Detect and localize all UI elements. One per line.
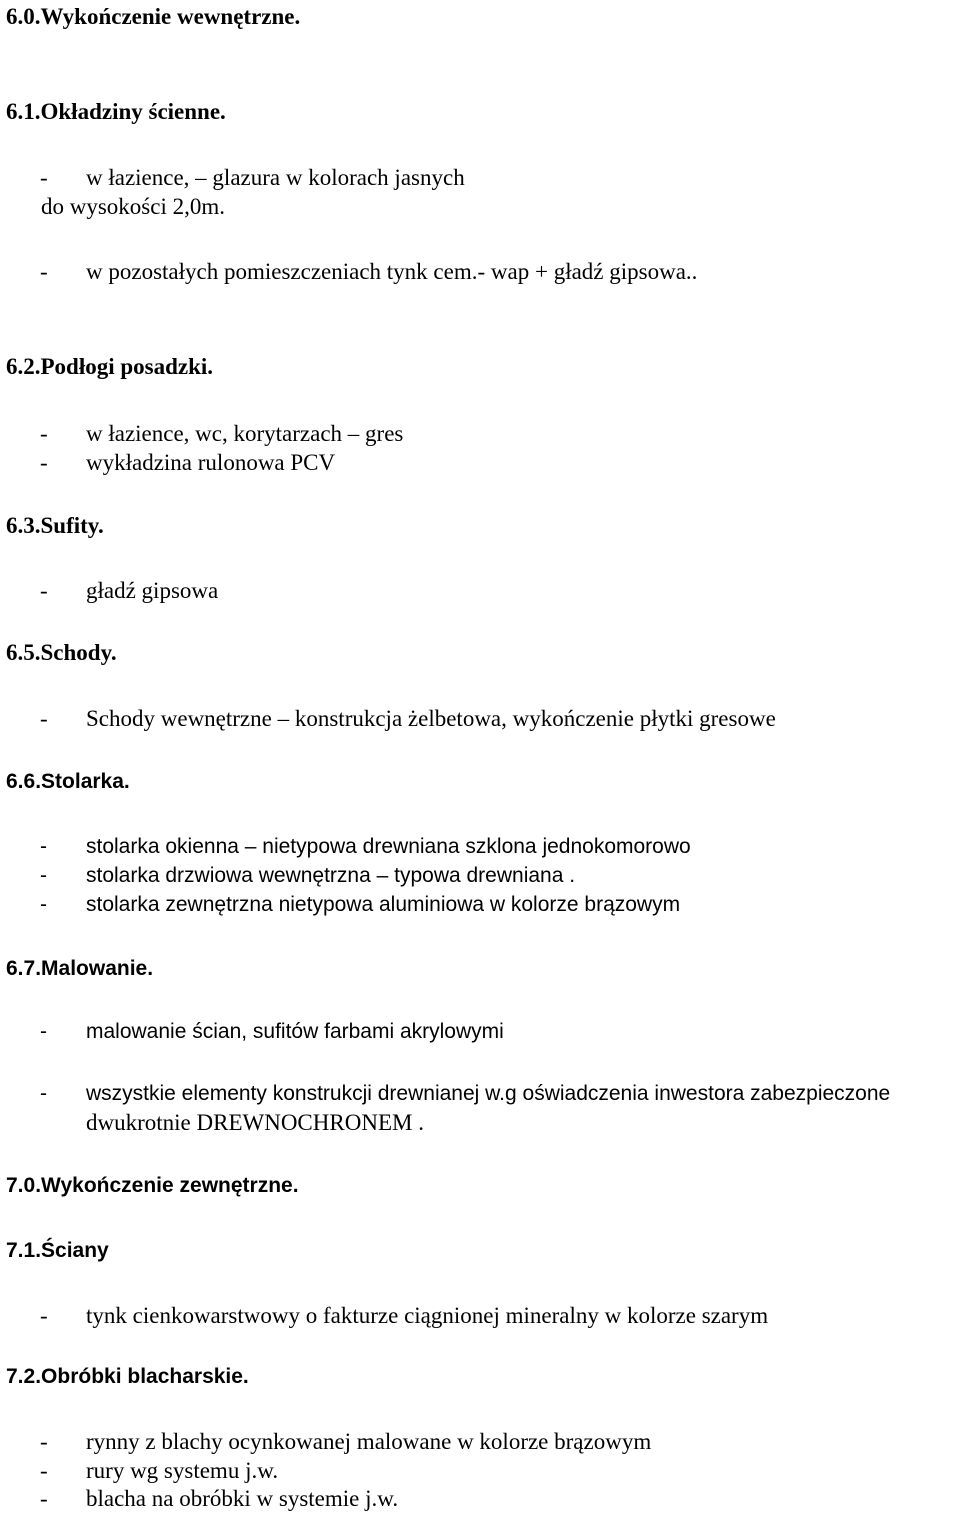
dash: -: [40, 165, 48, 190]
heading-6-3: 6.3.Sufity.: [6, 513, 104, 538]
document-page: 6.0.Wykończenie wewnętrzne. 6.1.Okładziny ścienne. - w łazience, – glazura w kolorach jasnych do wysokości 2,0m. - w pozostałych pomieszczeniach tynk cem.- wap + gładź gipsowa.. 6.2.Podłogi posadzki. - w łazience, wc, korytarzach – gres - wykładzina rulonowa PCV 6.3.Sufity. - gładź gipsowa 6.5.Schody. - Schody wewnętrzne – konstrukcja żelbetowa, wykończenie płytki gresowe 6.6.Stolarka. - stolarka okienna – nietypowa drewniana szklona jednokomorowo - stolarka drzwiowa wewnętrzna – typowa drewniana . - stolarka zewnętrzna nietypowa aluminiowa w kolorze brązowym 6.7.Malowanie. - malowanie ścian, sufitów farbami akrylowymi - wszystkie elementy konstrukcji drewnianej w.g oświadczenia inwestora zabezpieczone dwukrotnie DREWNOCHRONEM . 7.0.Wykończenie zewnętrzne. 7.1.Ściany - tynk cienkowarstwowy o fakturze ciągnionej mineralny w kolorze szarym 7.2.Obróbki blacharskie. - rynny z blachy ocynkowanej malowane w kolorze brązowym - rury wg systemu j.w. - blacha na obróbki w systemie j.w.: [6, 4, 891, 1511]
heading-6-2: 6.2.Podłogi posadzki.: [6, 354, 214, 379]
heading-6-1: 6.1.Okładziny ścienne.: [6, 99, 226, 124]
list-item-continuation: dwukrotnie DREWNOCHRONEM .: [86, 1110, 424, 1135]
list-item-continuation: do wysokości 2,0m.: [41, 194, 225, 219]
heading-6-5: 6.5.Schody.: [6, 640, 117, 665]
heading-6-0: 6.0.Wykończenie wewnętrzne.: [6, 4, 301, 29]
heading-6-7: 6.7.Malowanie.: [6, 957, 154, 980]
heading-6-6: 6.6.Stolarka.: [6, 770, 130, 793]
heading-7-1: 7.1.Ściany: [6, 1239, 109, 1262]
heading-7-2: 7.2.Obróbki blacharskie.: [6, 1365, 249, 1388]
heading-7-0: 7.0.Wykończenie zewnętrzne.: [6, 1174, 299, 1197]
